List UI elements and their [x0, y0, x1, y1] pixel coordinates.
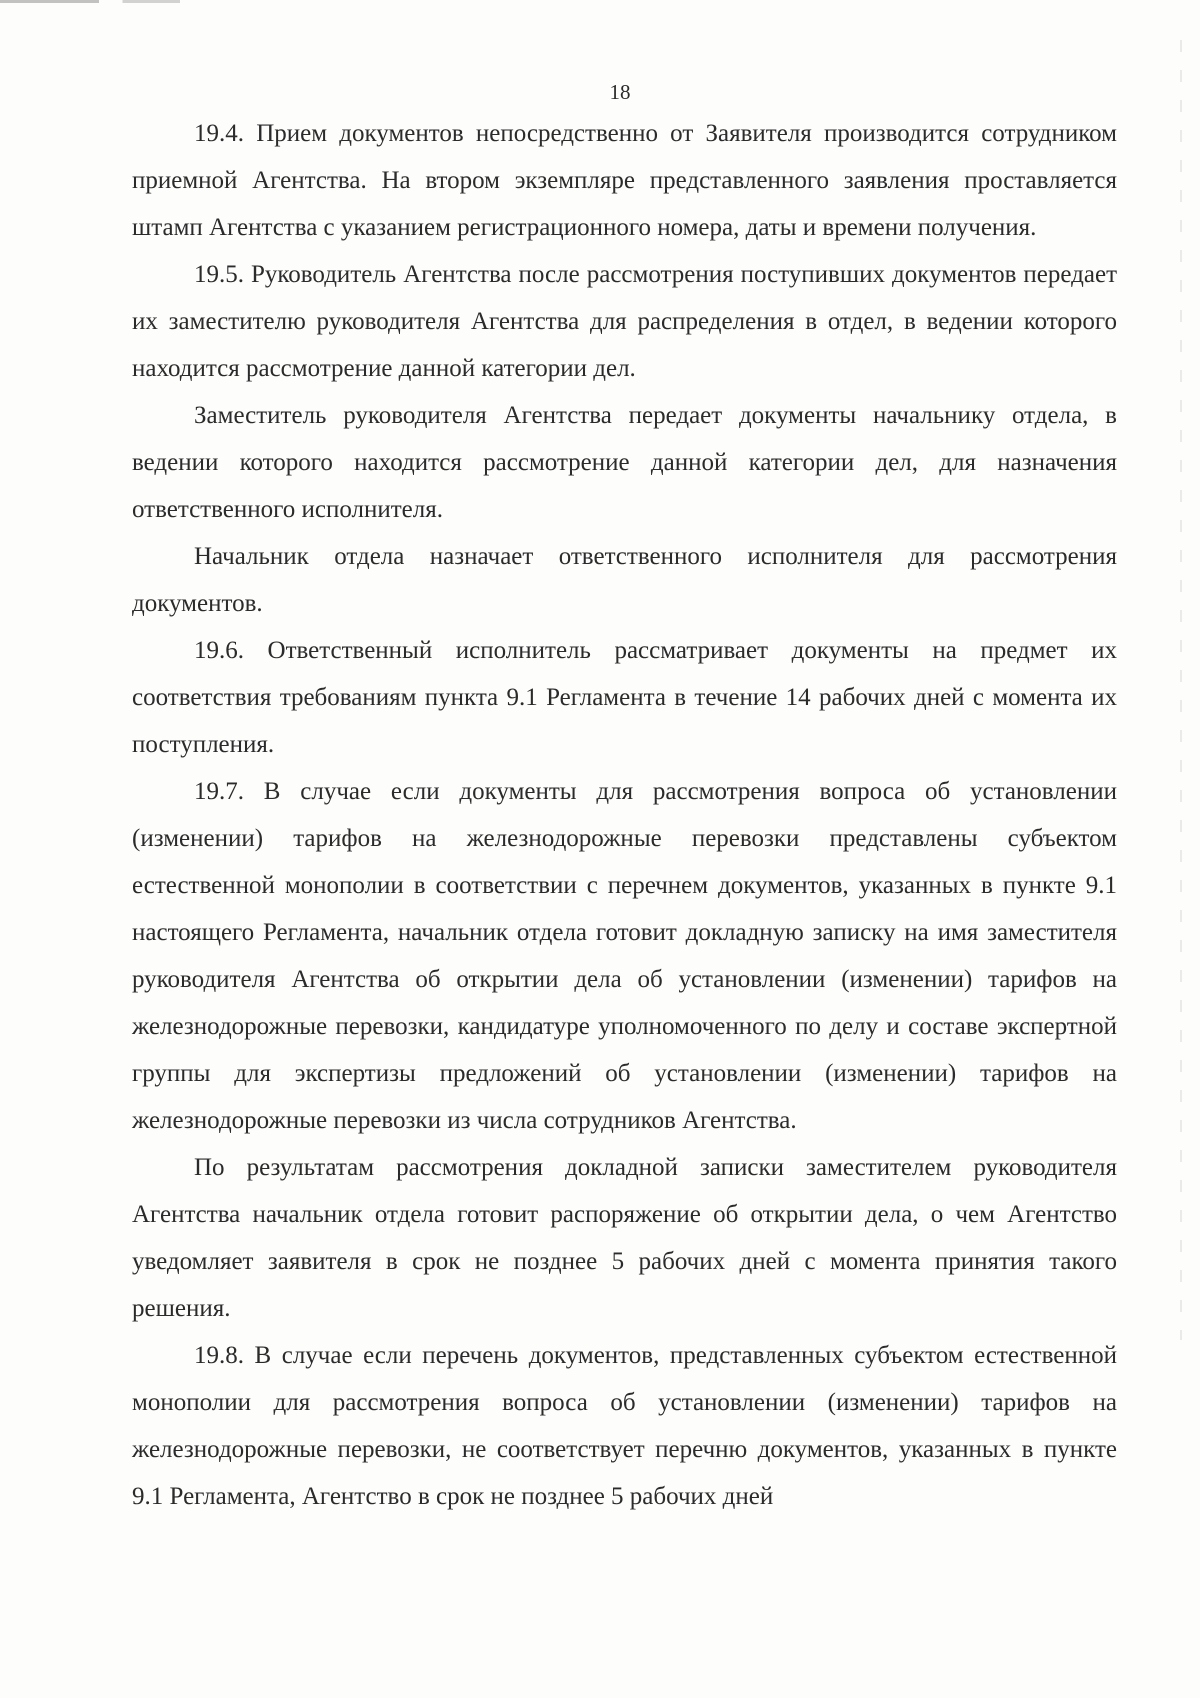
paragraph-19-8: 19.8. В случае если перечень документов, представленных субъектом естественной монополии для рассмотрения вопроса об установлении (изменении) тарифов на железнодорожные перевозки, не соответствует перечню документов, указанных в пункте 9.1 Регламента, Агентство в срок не позднее 5 рабочих дней: [132, 1342, 1117, 1510]
page-number: 18: [609, 80, 631, 104]
paragraph-deputy-transfer: Заместитель руководителя Агентства передает документы начальнику отдела, в ведении которого находится рассмотрение данной категории дел, для назначения ответственного исполнителя.: [132, 402, 1117, 523]
paragraph-head-assigns: Начальник отдела назначает ответственного исполнителя для рассмотрения документов.: [132, 543, 1117, 617]
paragraph-19-6: 19.6. Ответственный исполнитель рассматривает документы на предмет их соответствия требованиям пункта 9.1 Регламента в течение 14 рабочих дней с момента их поступления.: [132, 637, 1117, 758]
document-body: [132, 110, 1117, 1520]
paragraph-19-7: 19.7. В случае если документы для рассмотрения вопроса об установлении (изменении) тарифов на железнодорожные перевозки представлены субъектом естественной монополии в соответствии с перечнем документов, указанных в пункте 9.1 настоящего Регламента, начальник отдела готовит докладную записку на имя заместителя руководителя Агентства об открытии дела об установлении (изменении) тарифов на железнодорожные перевозки, кандидатуре уполномоченного по делу и составе экспертной группы для экспертизы предложений об установлении (изменении) тарифов на железнодорожные перевозки из числа сотрудников Агентства.: [132, 778, 1117, 1134]
scan-edge-artifact: [0, 0, 180, 3]
scan-margin-artifact: [1180, 40, 1182, 1340]
paragraph-report-results: По результатам рассмотрения докладной записки заместителем руководителя Агентства начальник отдела готовит распоряжение об открытии дела, о чем Агентство уведомляет заявителя в срок не позднее 5 рабочих дней с момента принятия такого решения.: [132, 1154, 1117, 1322]
paragraph-19-4: 19.4. Прием документов непосредственно от Заявителя производится сотрудником приемной Агентства. На втором экземпляре представленного заявления проставляется штамп Агентства с указанием регистрационного номера, даты и времени получения.: [132, 120, 1117, 241]
paragraph-19-5: 19.5. Руководитель Агентства после рассмотрения поступивших документов передает их заместителю руководителя Агентства для распределения в отдел, в ведении которого находится рассмотрение данной категории дел.: [132, 261, 1117, 382]
